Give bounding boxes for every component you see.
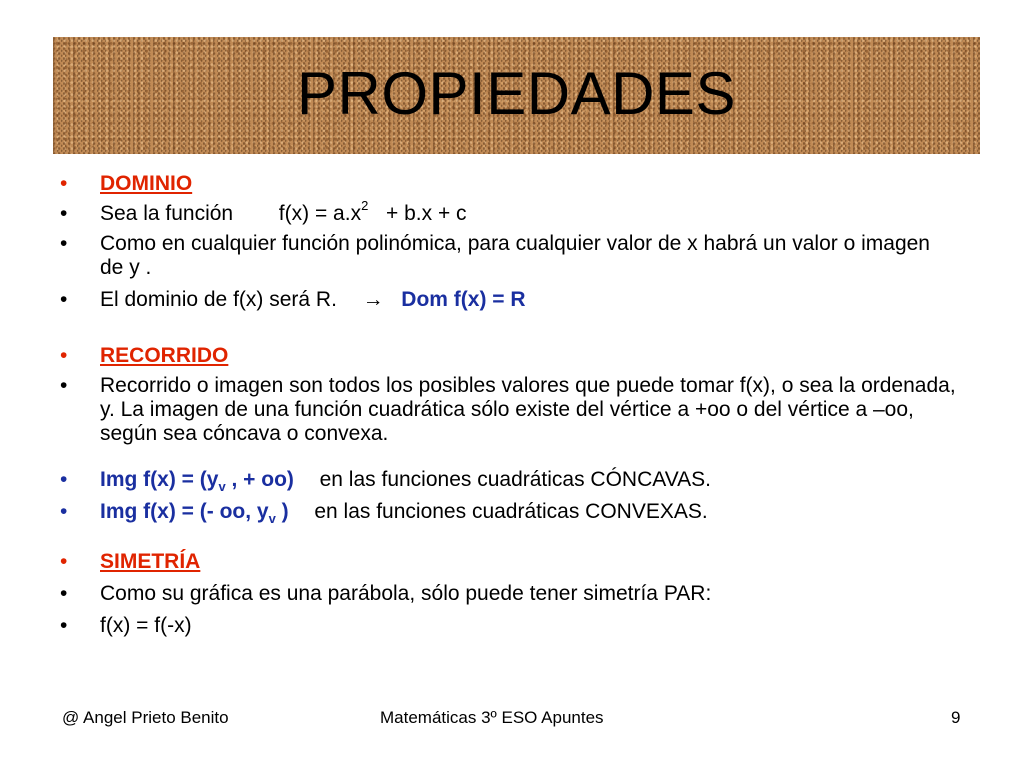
simetria-heading-item	[58, 550, 958, 574]
bullet-icon: •	[60, 582, 68, 605]
bullet-icon: •	[60, 344, 68, 367]
recorrido-heading-item	[58, 344, 958, 368]
img-concavas-item	[58, 468, 958, 495]
dominio-heading: DOMINIO	[100, 172, 193, 195]
footer-author: @ Angel Prieto Benito	[62, 708, 229, 727]
simetria-formula-item	[58, 614, 958, 638]
img-convexas-desc: en las funciones cuadráticas CONVEXAS.	[314, 500, 708, 523]
bullet-icon: •	[60, 550, 68, 573]
recorrido-explanation: Recorrido o imagen son todos los posibles valores que puede tomar f(x), o sea la ordenada, y. La imagen de una función cuadrática sólo existe del vértice a +oo o del vértice a –oo, según sea cóncava o convexa.	[100, 374, 956, 445]
function-formula-a: f(x) = a.x	[278, 202, 362, 225]
recorrido-explanation-item	[58, 374, 958, 446]
bullet-icon: •	[60, 614, 68, 637]
bullet-icon: •	[60, 500, 68, 523]
footer-page-number: 9	[951, 708, 961, 727]
footer-course: Matemáticas 3º ESO Apuntes	[380, 708, 604, 727]
dom-result: Dom f(x) = R	[401, 288, 526, 311]
dominio-explanation-item	[58, 232, 958, 280]
function-formula-b: + b.x + c	[386, 202, 467, 225]
dominio-result-item	[58, 288, 958, 312]
img-concavas-desc: en las funciones cuadráticas CÓNCAVAS.	[319, 468, 712, 491]
simetria-formula: f(x) = f(-x)	[100, 614, 192, 637]
simetria-heading: SIMETRÍA	[100, 550, 201, 573]
bullet-icon: •	[60, 374, 68, 397]
bullet-icon: •	[60, 468, 68, 491]
simetria-explanation-item	[58, 582, 958, 606]
simetria-explanation: Como su gráfica es una parábola, sólo puede tener simetría PAR:	[100, 582, 712, 605]
slide-title: PROPIEDADES	[297, 60, 736, 127]
dominio-explanation: Como en cualquier función polinómica, para cualquier valor de x habrá un valor o imagen de y .	[100, 232, 930, 279]
bullet-icon: •	[60, 202, 68, 225]
img-convexas-item	[58, 500, 958, 527]
title-banner	[53, 37, 980, 154]
dominio-function-item	[58, 198, 958, 226]
img-convexas-formula: Img f(x) = (- oo, $y_v$ )	[100, 500, 289, 527]
img-concavas-formula: Img $f(x) = (y_v$ , + oo)	[100, 468, 294, 495]
slide-content	[58, 172, 958, 638]
bullet-icon: •	[60, 288, 68, 311]
function-intro: Sea la función	[100, 202, 234, 225]
recorrido-heading: RECORRIDO	[100, 344, 229, 367]
dominio-result-text: El dominio de f(x) será R.	[100, 288, 337, 311]
arrow-right-icon: →	[362, 288, 384, 311]
bullet-icon: •	[60, 232, 68, 255]
bullet-icon: •	[60, 172, 68, 195]
function-exponent: 2	[361, 198, 369, 213]
dominio-heading-item	[58, 172, 958, 196]
